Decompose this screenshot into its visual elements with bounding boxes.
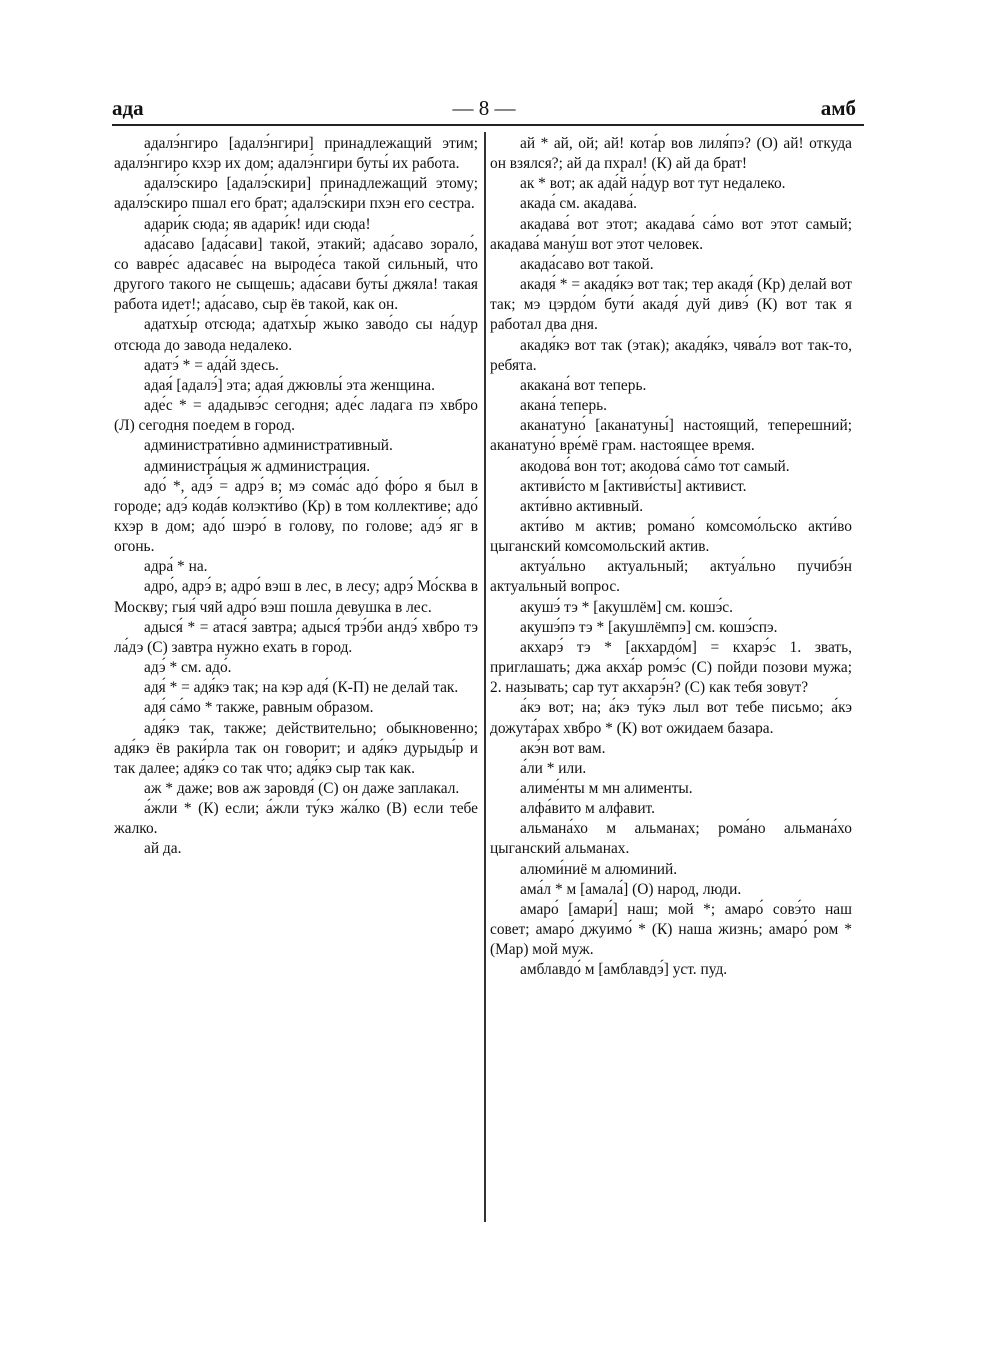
page-header bbox=[112, 96, 856, 126]
dictionary-entry: акадава́ вот этот; акадава́ са́мо вот этот самый; акадава́ ману́ш вот этот человек. bbox=[490, 215, 852, 253]
dictionary-entry: а́ли * или. bbox=[520, 759, 587, 777]
dictionary-entry: администрати́вно административный. bbox=[144, 437, 393, 455]
dictionary-entry: акакана́ вот теперь. bbox=[520, 376, 647, 394]
dictionary-entry: адра́ * на. bbox=[144, 558, 208, 576]
dictionary-entry: а́жли * (К) если; а́жли ту́кэ жа́лко (В) если тебе жалко. bbox=[114, 800, 478, 838]
dictionary-entry: акушэ́пэ тэ * [акушлёмпэ] см. кошэ́спэ. bbox=[520, 618, 778, 636]
dictionary-entry: адя́ * = адя́кэ так; на кэр адя́ (К-П) не делай так. bbox=[144, 679, 459, 697]
left-column bbox=[114, 134, 478, 860]
dictionary-entry: акада́саво вот такой. bbox=[520, 255, 654, 273]
dictionary-entry: адыся́ * = атася́ завтра; адыся́ трэ́би андэ́ хвбро тэ ла́дэ (С) завтра нужно ехать в город. bbox=[114, 618, 478, 656]
dictionary-entry: ай * ай, ой; ай! кота́р вов лиля́пэ? (О) ай! откуда он взялся?; ай да пхрал! (К) ай да брат! bbox=[490, 135, 852, 173]
dictionary-entry: аканатуно́ [аканатуны́] настоящий, теперешний; аканатуно́ вре́мё грам. настоящее время. bbox=[490, 417, 852, 455]
header-rule bbox=[112, 124, 864, 126]
dictionary-entry: активи́сто м [активи́сты] активист. bbox=[520, 477, 747, 495]
right-column bbox=[490, 134, 852, 981]
dictionary-entry: адатхы́р отсюда; адатхы́р жыко заво́до сы на́дур отсюда до завода недалеко. bbox=[114, 316, 478, 354]
dictionary-entry: адалэ́скиро [адалэ́скири] принадлежащий этому; адалэ́скиро пшал его брат; адалэ́скири пхэн его сестра. bbox=[114, 175, 478, 213]
dictionary-entry: амблавдо́ м [амблавдэ́] уст. пуд. bbox=[520, 961, 728, 979]
dictionary-entry: акодова́ вон тот; акодова́ са́мо тот самый. bbox=[520, 457, 790, 475]
dictionary-entry: аж * даже; вов аж заровдя́ (С) он даже заплакал. bbox=[144, 780, 460, 797]
dictionary-entry: амаро́ [амари́] наш; мой *; амаро́ совэ́то наш совет; амаро́ джуимо́ * (К) наша жизнь; амаро́ ром * (Мар) мой муж. bbox=[490, 900, 852, 959]
dictionary-entry: ак * вот; ак ада́й на́дур вот тут недалеко. bbox=[520, 175, 786, 193]
dictionary-entry: акана́ теперь. bbox=[520, 397, 608, 415]
header-guide-word-right: амб bbox=[820, 96, 856, 120]
dictionary-entry: адэ́ * см. адо́. bbox=[144, 659, 232, 677]
page-number: — 8 — bbox=[452, 96, 516, 120]
dictionary-entry: алиме́нты м мн алименты. bbox=[520, 780, 693, 797]
dictionary-entry: адя́ са́мо * также, равным образом. bbox=[144, 699, 374, 717]
dictionary-entry: ама́л * м [амала́] (О) народ, люди. bbox=[520, 880, 742, 898]
dictionary-entry: акадя́ * = акадя́кэ вот так; тер акадя́ (Кр) делай вот так; мэ цэрдо́м бути́ акадя́ дуй дивэ́ (К) вот так я работал два дня. bbox=[490, 276, 852, 334]
dictionary-entry: акадя́кэ вот так (этак); акадя́кэ, чява́лэ вот так-то, ребята. bbox=[490, 336, 852, 374]
dictionary-entry: адари́к сюда; яв адари́к! иди сюда! bbox=[144, 215, 371, 233]
dictionary-entry: адая́ [адалэ́] эта; адая́ джювлы́ эта женщина. bbox=[144, 376, 435, 394]
dictionary-entry: акада́ см. акадава́. bbox=[520, 195, 637, 213]
dictionary-entry: ада́саво [ада́сави] такой, этакий; ада́саво зорало́, со вавре́с адасаве́с на выроде́са такой сильный, что другого такого не сыщешь; ада́сави буты́ джяла! такая работа идет!; ада́саво, сыр ёв такой, как он. bbox=[114, 235, 478, 314]
dictionary-entry: а́кэ вот; на; а́кэ ту́кэ лыл вот тебе письмо; а́кэ дожута́рах хвбро * (К) вот ожидаем базара. bbox=[490, 699, 852, 737]
dictionary-entry: ай да. bbox=[144, 840, 182, 858]
dictionary-entry: аде́с * = ададывэ́с сегодня; аде́с ладага пэ хвбро (Л) сегодня поедем в город. bbox=[114, 397, 478, 435]
dictionary-entry: адя́кэ так, также; действительно; обыкновенно; адя́кэ ёв раки́рла так он говорит; и адя́кэ дурыды́р и так далее; адя́кэ со так что; адя́кэ сыр так как. bbox=[114, 719, 478, 777]
dictionary-entry: адо́ *, адэ́ = адрэ́ в; мэ сома́с адо́ фо́ро я был в городе; адэ́ кода́в колэкти́во (Кр) в том коллективе; адо́ кхэр в дом; адо́ шэро́ в голову, по голове; адэ́ яг в огонь. bbox=[114, 477, 478, 556]
dictionary-entry: акхарэ́ тэ * [акхардо́м] = кхарэ́с 1. звать, приглашать; джа акха́р ромэ́с (С) пойди позови мужа; 2. называть; сар тут акхарэ́н? (С) как тебя зовут? bbox=[490, 638, 852, 697]
dictionary-entry: акушэ́ тэ * [акушлём] см. кошэ́с. bbox=[520, 598, 733, 616]
column-divider bbox=[484, 132, 486, 1222]
dictionary-entry: актуа́льно актуальный; актуа́льно пучибэ́н актуальный вопрос. bbox=[490, 558, 852, 596]
dictionary-entry: акти́вно активный. bbox=[520, 497, 644, 515]
dictionary-entry: адро́, адрэ́ в; адро́ вэш в лес, в лесу; адрэ́ Мо́сква в Москву; гыя́ чяй адро́ вэш пошла девушка в лес. bbox=[114, 578, 478, 616]
dictionary-entry: администра́цыя ж администрация. bbox=[144, 457, 371, 475]
dictionary-entry: акэ́н вот вам. bbox=[520, 739, 606, 757]
dictionary-entry: альмана́хо м альманах; рома́но альмана́хо цыганский альманах. bbox=[490, 820, 852, 858]
header-guide-word-left: ада bbox=[112, 96, 144, 120]
dictionary-entry: алфа́вито м алфавит. bbox=[520, 800, 655, 818]
dictionary-entry: акти́во м актив; романо́ комсомо́льско акти́во цыганский комсомольский актив. bbox=[490, 517, 852, 556]
dictionary-entry: адатэ́ * = ада́й здесь. bbox=[144, 356, 279, 374]
dictionary-entry: адалэ́нгиро [адалэ́нгири] принадлежащий этим; адалэ́нгиро кхэр их дом; адалэ́нгири буты́ их работа. bbox=[114, 135, 478, 173]
dictionary-entry: алюми́ниё м алюминий. bbox=[520, 860, 678, 878]
